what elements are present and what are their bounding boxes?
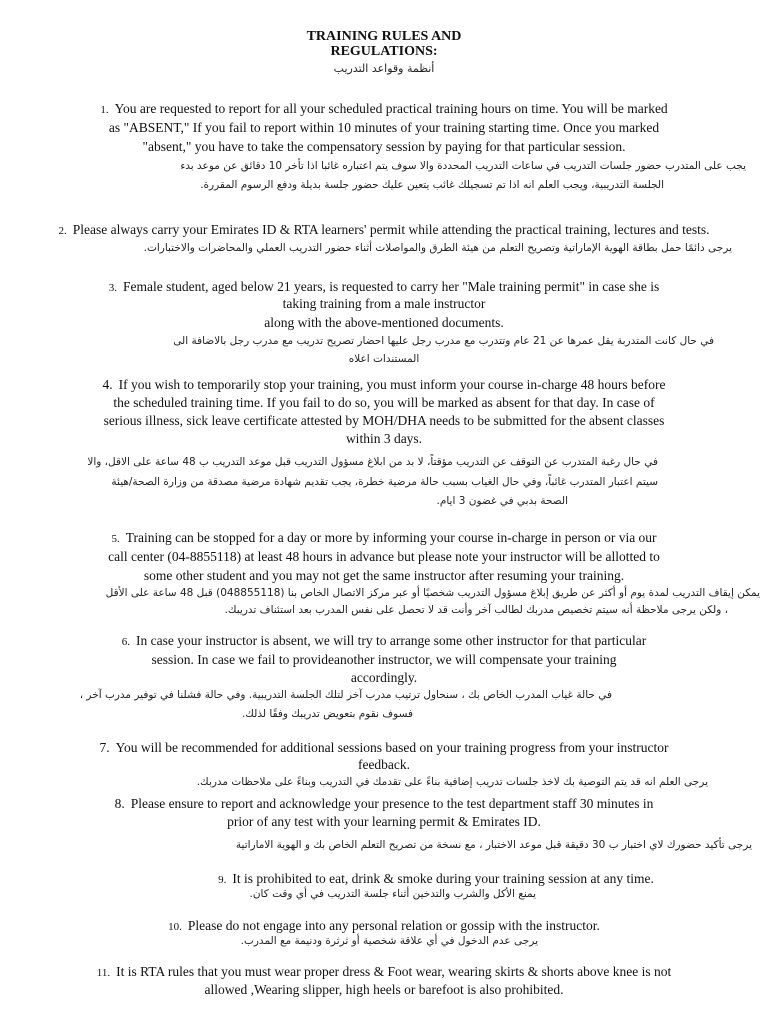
rule-text-en: serious illness, sick leave certificate attested by MOH/DHA needs to be submitted for the absent classes — [103, 413, 665, 428]
rule-text-en: Training can be stopped for a day or more by informing your course in-charge in person or via our — [125, 530, 657, 545]
rule-number: 2. — [58, 225, 67, 237]
rule-text-ar: ، ولكن يرجى ملاحظة أنه سيتم تخصيص مدربك لطالب آخر وأنت قد لا تحصل على نفس المدرب بعد استئناف تدريبك. — [224, 604, 728, 616]
rule-text-en: as "ABSENT," If you fail to report within 10 minutes of your training starting time. Once you marked — [108, 120, 660, 135]
rule-text-en: within 3 days. — [345, 431, 423, 446]
rule-text-en: "absent," you have to take the compensatory session by paying for that particular session. — [142, 139, 626, 154]
rule-number: 4. — [102, 377, 113, 392]
rule-text-ar: يرجى دائمًا حمل بطاقة الهوية الإماراتية وتصريح التعلم من هيئة الطرق والمواصلات أثناء حضور التدريب العملي والمحاضرات والاختبارات. — [143, 242, 732, 254]
rule-text-ar: الجلسة التدريبية، ويجب العلم انه اذا تم تسجيلك غائب يتعين عليك حضور جلسة بديلة ودفع الرسوم المقررة. — [200, 179, 664, 191]
rule-text-en: some other student and you may not get the same instructor after resuming your training. — [143, 568, 625, 583]
rule-text-ar: الصحة بدبي في غضون 3 ايام. — [436, 495, 568, 507]
rule-text-en: allowed ,Wearing slipper, high heels or barefoot is also prohibited. — [204, 982, 564, 997]
rule-text-ar: يرجى عدم الدخول في أي علاقة شخصية أو ثرثرة ودنيمة مع المدرب. — [240, 935, 538, 947]
rule-number: 5. — [111, 533, 120, 545]
rule-text-ar: يمكن إيقاف التدريب لمدة يوم أو أكثر عن طريق إبلاغ مسؤول التدريب شخصيًا أو عبر مركز الاتصال الخاص بنا (048855118) قبل 48 ساعة على الأقل — [105, 587, 760, 599]
rule-text-ar: فسوف نقوم بتعويض تدريبك وفقًا لذلك. — [241, 708, 413, 720]
rule-text-en: You will be recommended for additional sessions based on your training progress from your instructor — [115, 740, 669, 755]
rule-text-en: It is RTA rules that you must wear proper dress & Foot wear, wearing skirts & shorts above knee is not — [116, 964, 672, 979]
rule-text-en: Please do not engage into any personal relation or gossip with the instructor. — [187, 918, 600, 933]
rule-text-ar: في حال كانت المتدربة يقل عمرها عن 21 عام وتتدرب مع مدرب رجل عليها احضار تصريح تدريب مع مدرب رجل بالاضافة الى — [173, 335, 714, 347]
rule-number: 6. — [121, 636, 131, 648]
rule-number: 11. — [96, 967, 111, 979]
rule-number: 9. — [218, 874, 227, 886]
rule-text-en: the scheduled training time. If you fail to do so, you will be marked as absent for that day. In case of — [113, 395, 655, 410]
rule-text-en: Please always carry your Emirates ID & RTA learners' permit while attending the practical training, lectures and tests. — [72, 222, 710, 237]
rule-text-ar: يرجى تأكيد حضورك لاي اختبار ب 30 دقيقة قبل موعد الاختبار ، مع نسخة من تصريح التعلم الخاص بك و الهوية الاماراتية — [235, 839, 752, 851]
rule-text-en: If you wish to temporarily stop your training, you must inform your course in-charge 48 hours before — [118, 377, 666, 392]
rule-text-en: prior of any test with your learning permit & Emirates ID. — [227, 814, 541, 829]
page-title: TRAINING RULES AND — [306, 29, 462, 44]
rule-number: 3. — [108, 282, 117, 294]
rule-text-en: taking training from a male instructor — [282, 296, 486, 311]
rule-text-ar: يرجى العلم انه قد يتم التوصية بك لاخذ جلسات تدريب إضافية بناءً على تقدمك في التدريب وبناءً على ملاحظات مدربك. — [196, 776, 708, 788]
rule-text-en: feedback. — [357, 757, 411, 772]
rule-text-ar: في حالة غياب المدرب الخاص بك ، سنحاول ترتيب مدرب آخر لتلك الجلسة التدريبية. وفي حالة فشلنا في توفير مدرب آخر ، — [79, 689, 612, 701]
rule-text-en: It is prohibited to eat, drink & smoke during your training session at any time. — [232, 871, 654, 886]
rule-text-en: call center (04-8855118) at least 48 hours in advance but please note your instructor will be allotted to — [108, 549, 660, 564]
rule-text-ar: يجب على المتدرب حضور جلسات التدريب في ساعات التدريب المحددة والا سوف يتم اعتباره غائبا اذا تأخر 10 دقائق عن موعد بدء — [180, 160, 746, 172]
rule-number: 1. — [100, 104, 109, 116]
rule-number: 10. — [168, 921, 182, 933]
rule-number: 7. — [99, 740, 110, 755]
page-title-line2: REGULATIONS: — [330, 44, 438, 59]
rule-text-en: You are requested to report for all your scheduled practical training hours on time. You will be marked — [114, 101, 668, 116]
page-title-arabic: أنظمة وقواعد التدريب — [333, 62, 435, 75]
rule-text-ar: سيتم اعتبار المتدرب غائباً، وفي حال الغياب بسبب حالة مرضية خطرة، يجب تقديم شهادة مرضية مصدقة من وزارة الصحة/هيئة — [111, 476, 658, 488]
rule-text-en: session. In case we fail to provideanother instructor, we will compensate your training — [151, 652, 617, 667]
rule-text-en: along with the above-mentioned documents. — [264, 315, 504, 330]
rule-text-en: In case your instructor is absent, we will try to arrange some other instructor for that particular — [136, 633, 647, 648]
rule-text-en: accordingly. — [350, 670, 418, 685]
rule-number: 8. — [114, 796, 125, 811]
rule-text-en: Please ensure to report and acknowledge your presence to the test department staff 30 minutes in — [130, 796, 654, 811]
rule-text-ar: في حال رغبة المتدرب عن التوقف عن التدريب مؤقتاً، لا بد من ابلاغ مسؤول التدريب قبل موعد التدريب ب 48 ساعة على الاقل، والا — [87, 456, 658, 468]
rule-text-ar: يمنع الأكل والشرب والتدخين أثناء جلسة التدريب في أي وقت كان. — [249, 888, 536, 900]
rule-text-ar: المستندات اعلاه — [348, 353, 420, 365]
rule-text-en: Female student, aged below 21 years, is requested to carry her "Male training permit" in case she is — [123, 279, 660, 294]
